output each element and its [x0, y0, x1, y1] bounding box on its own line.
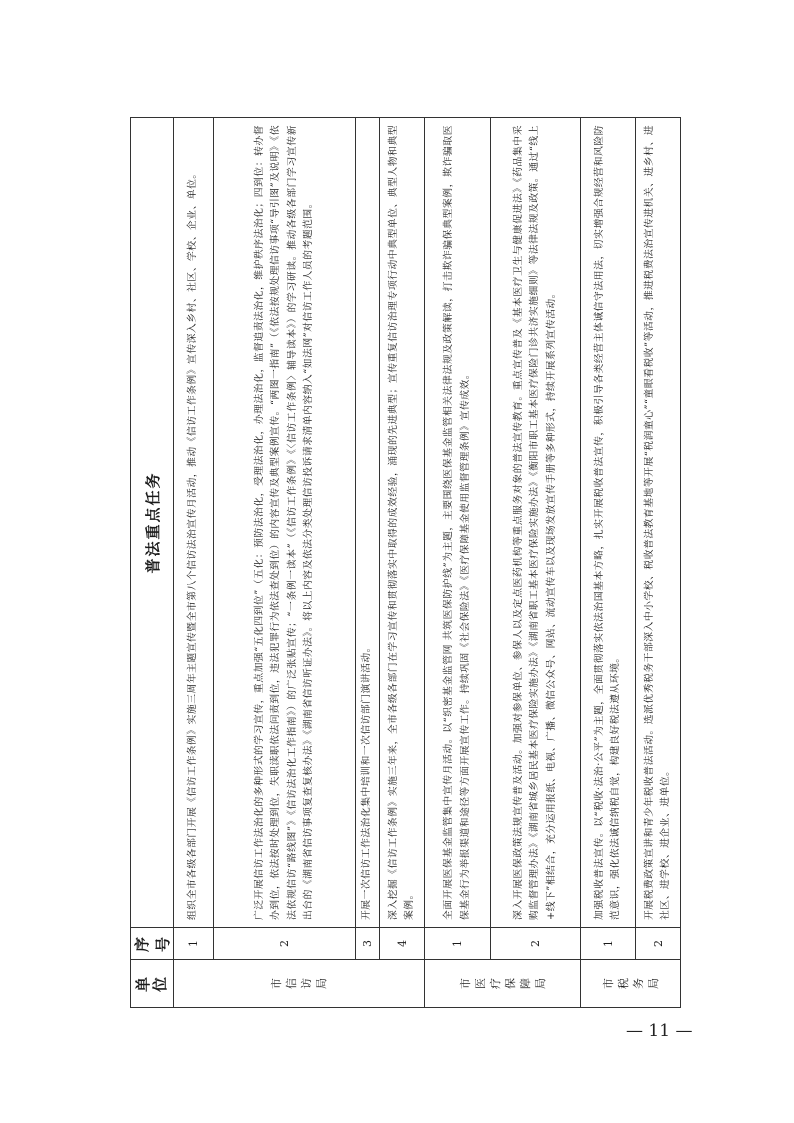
- table-row: [174, 118, 214, 1008]
- unit-char: 税: [616, 978, 630, 989]
- seq-cell: 1: [425, 928, 491, 960]
- table-header-row: [131, 118, 174, 1008]
- header-task: 普法重点任务: [131, 118, 174, 928]
- unit-char: 障: [518, 978, 532, 989]
- page-number: — 11 —: [626, 1021, 693, 1041]
- unit-char: 位: [151, 975, 169, 993]
- task-cell: 开展一次信访工作法治化集中培训和一次信访部门演讲活动。: [356, 118, 380, 928]
- task-cell: 组织全市各级各部门开展《信访工作条例》实施三周年主题宣传暨全市第八个信访法治宣传月活动，推动《信访工作条例》宣传深入乡村、社区、学校、企业、单位。: [174, 118, 214, 928]
- table-row: [636, 118, 681, 1008]
- table-row: [491, 118, 581, 1008]
- table-row: [214, 118, 356, 1008]
- unit-char: 单: [134, 975, 152, 993]
- seq-cell: 2: [491, 928, 581, 960]
- unit-char: 市: [601, 978, 615, 989]
- table-row: [425, 118, 491, 1008]
- seq-cell: 4: [380, 928, 425, 960]
- seq-cell: 2: [214, 928, 356, 960]
- seq-cell: 3: [356, 928, 380, 960]
- header-unit: [131, 960, 174, 1008]
- unit-char: 局: [646, 978, 660, 989]
- unit-cell: [581, 960, 681, 1008]
- task-cell: 深入开展医保政策法规宣传普及活动。加强对参保单位、参保人以及定点医药机构等重点服务对象的普法宣传教育。重点宣传普及《基本医疗卫生与健康促进法》《药品集中采购监督管理办法》《湖南省城乡居民基本医疗保险实施办法》《湖南省职工基本医疗保险实施办法》《衡阳市职工基本医疗保险门诊共济实施细则》等法律法规及政策。通过“线上+线下”相结合，充分运用报纸、电视、广播、微信公众号、网站、流动宣传车以及现场发放宣传手册等多种形式，持续开展系列宣传活动。: [491, 118, 581, 928]
- unit-cell: [174, 960, 425, 1008]
- task-table: [130, 117, 681, 1008]
- unit-char: 信: [285, 978, 298, 989]
- seq-cell: 1: [174, 928, 214, 960]
- table-row: [356, 118, 380, 1008]
- unit-char: 市: [458, 978, 472, 989]
- unit-char: 保: [503, 978, 517, 989]
- table-row: [581, 118, 636, 1008]
- unit-char: 医: [473, 978, 487, 989]
- unit-char: 局: [533, 978, 547, 989]
- task-cell: 深入挖掘《信访工作条例》实施三年来，全市各级各部门在学习宣传和贯彻落实中取得的成效经验，涌现的先进典型；宣传重复信访治理专项行动中典型单位、典型人物和典型案例。: [380, 118, 425, 928]
- table-row: [380, 118, 425, 1008]
- task-cell: 开展税费政策宣讲和青少年税收普法活动。选派优秀税务干部深入中小学校、税收普法教育基地等开展“税润童心”“童眼看税收”等活动，推进税费法治宣传进机关、进乡村、进社区、进学校、进企业、进单位。: [636, 118, 681, 928]
- unit-char: 市: [270, 978, 283, 989]
- task-cell: 全面开展医保基金监管集中宣传月活动。以“织密基金监管网 共筑医保防护线”为主题，主要围绕医保基金监管相关法律法规及政策解读，打击欺诈骗保典型案例，欺诈骗取医保基金行为举报渠道和途径等方面开展宣传工作。持续巩固《社会保险法》《医疗保障基金使用监督管理条例》宣传成效。: [425, 118, 491, 928]
- seq-cell: 2: [636, 928, 681, 960]
- unit-char: 访: [300, 978, 313, 989]
- unit-char: 疗: [488, 978, 502, 989]
- header-seq: 序号: [131, 928, 174, 960]
- unit-char: 务: [631, 978, 645, 989]
- seq-cell: 1: [581, 928, 636, 960]
- task-cell: 广泛开展信访工作法治化的多种形式的学习宣传，重点加强“五化四到位”（五化：预防法治化，受理法治化，办理法治化，监督追责法治化，维护秩序法治化；四到位：转办督办到位，依法按时处理到位，失职渎职依法问责到位，违法犯罪行为依法查处到位）的内容宣传及典型案例宣传。“两图一指南”（《依法按规处理信访事项“导引图”及说明》《依法依规信访“路线图”》《信访法治化工作指南》）的广泛张贴宣传；“一条例一读本”（《信访工作条例》《〈信访工作条例〉辅导读本》）的学习研读。推动各级各部门学习宣传新出台的《湖南省信访事项复查复核办法》《湖南省信访听证办法》。将以上内容及依法分类处理信访投诉请求清单内容纳入“如法网”对信访工作人员的考题范围。: [214, 118, 356, 928]
- unit-char: 局: [315, 978, 328, 989]
- unit-cell: [425, 960, 581, 1008]
- rotated-table-container: [130, 118, 671, 1008]
- task-cell: 加强税收普法宣传。以“税收·法治·公平”为主题，全面贯彻落实依法治国基本方略，扎实开展税收普法宣传，积极引导各类经营主体诚信守法用法，切实增强合规经营和风险防范意识，强化依法诚信纳税自觉，构建良好税法遵从环境。: [581, 118, 636, 928]
